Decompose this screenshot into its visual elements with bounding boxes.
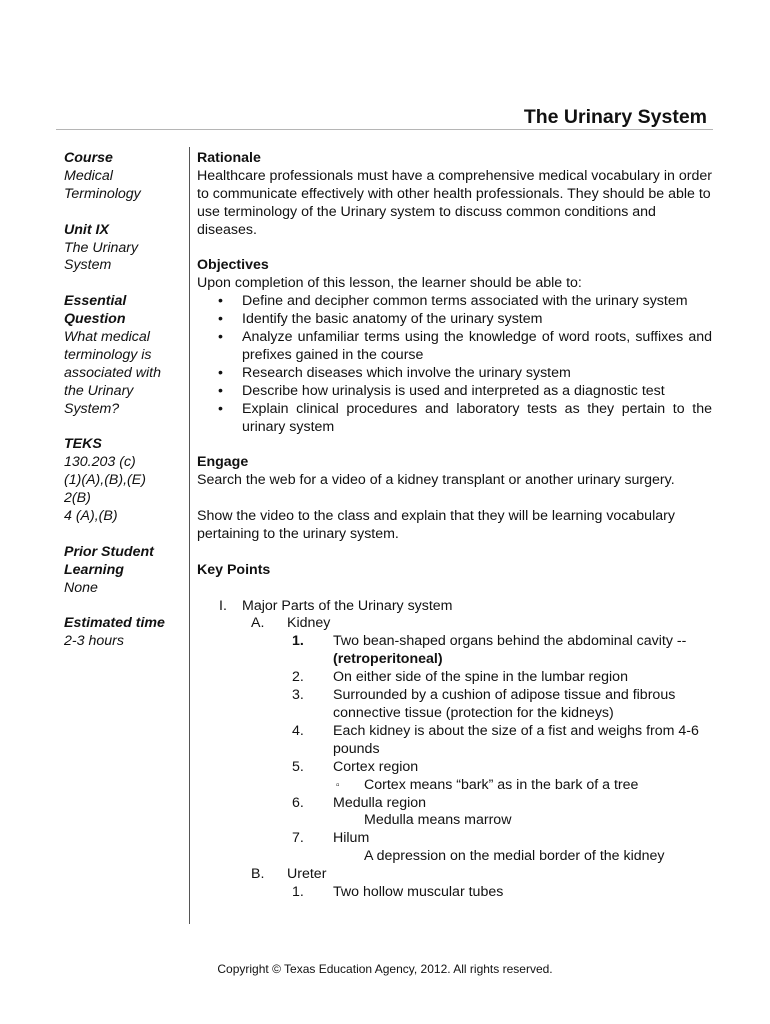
objectives-intro: Upon completion of this lesson, the learner should be able to: — [197, 275, 582, 292]
teks-block — [64, 436, 184, 526]
teks-line: (1)(A),(B),(E) — [64, 472, 146, 489]
lesson-sidebar — [64, 150, 184, 651]
engage-text: Search the web for a video of a kidney transplant or another urinary surgery. — [197, 472, 675, 489]
lesson-main — [197, 150, 712, 902]
essential-question-line: What medical — [64, 329, 150, 346]
teks-line: 2(B) — [64, 490, 91, 507]
column-divider — [189, 147, 190, 924]
title-divider — [56, 129, 713, 130]
outline-item: I. Major Parts of the Urinary system — [219, 597, 453, 614]
bullet-icon: • — [218, 364, 223, 381]
rationale-text: Healthcare professionals must have a comprehensive medical vocabulary in order to communicate effectively with other health professionals. They should be able to use terminology of the Urinary system to discuss common conditions and diseases. — [197, 167, 712, 238]
objective-item: • Describe how urinalysis is used and interpreted as a diagnostic test — [218, 382, 665, 399]
course-block — [64, 150, 184, 204]
outline-subitem: ▫ Cortex means “bark” as in the bark of a tree — [336, 776, 639, 793]
outline-item: 2. On either side of the spine in the lumbar region — [292, 669, 628, 686]
prior-learning-block — [64, 544, 184, 598]
prior-learning-label: Learning — [64, 561, 124, 578]
rationale-heading: Rationale — [197, 150, 261, 166]
essential-question-line: the Urinary — [64, 382, 134, 399]
unit-value-line: System — [64, 257, 112, 274]
objective-item: • Explain clinical procedures and laboratory tests as they pertain to the urinary system — [218, 400, 712, 435]
unit-label: Unit IX — [64, 221, 109, 238]
unit-value-line: The Urinary — [64, 239, 139, 256]
objective-item: • Research diseases which involve the urinary system — [218, 364, 571, 381]
key-points-heading: Key Points — [197, 561, 271, 578]
teks-line: 130.203 (c) — [64, 454, 136, 471]
bullet-icon: • — [218, 382, 223, 399]
outline-item: 7. Hilum — [292, 830, 370, 847]
objective-item: • Define and decipher common terms associated with the urinary system — [218, 293, 688, 310]
prior-learning-value: None — [64, 579, 98, 596]
objective-item: • Identify the basic anatomy of the urinary system — [218, 311, 543, 328]
essential-question-line: associated with — [64, 364, 161, 381]
essential-question-line: System? — [64, 400, 120, 417]
estimated-time-value: 2-3 hours — [64, 633, 124, 650]
engage-text: Show the video to the class and explain that they will be learning vocabulary pertaining to the urinary system. — [197, 508, 675, 542]
outline-item: 1. Two bean-shaped organs behind the abdominal cavity -- (retroperitoneal) — [292, 633, 687, 668]
square-bullet-icon: ▫ — [336, 779, 340, 791]
bullet-icon: • — [218, 400, 223, 417]
course-value-line: Medical — [64, 167, 113, 184]
outline-item: 6. Medulla region — [292, 794, 427, 811]
bullet-icon: • — [218, 311, 223, 328]
outline-item: A. Kidney — [251, 615, 331, 632]
outline-item: 1. Two hollow muscular tubes — [292, 884, 504, 901]
copyright-footer: Copyright © Texas Education Agency, 2012. All rights reserved. — [217, 962, 553, 976]
outline-subitem: Medulla means marrow — [364, 812, 512, 829]
objectives-heading: Objectives — [197, 257, 269, 274]
estimated-time-block — [64, 615, 184, 651]
teks-line: 4 (A),(B) — [64, 508, 118, 525]
unit-block — [64, 222, 184, 276]
page-title: The Urinary System — [523, 106, 707, 128]
outline-subitem: A depression on the medial border of the kidney — [364, 848, 665, 865]
bullet-icon: • — [218, 293, 223, 310]
essential-question-label: Essential — [64, 293, 127, 310]
bullet-icon: • — [218, 329, 223, 346]
prior-learning-label: Prior Student — [64, 543, 154, 560]
objective-item: • Analyze unfamiliar terms using the knowledge of word roots, suffixes and prefixes gained in the course — [218, 329, 712, 363]
objectives-list — [197, 293, 712, 436]
estimated-time-label: Estimated time — [64, 615, 165, 632]
teks-label: TEKS — [64, 436, 102, 453]
essential-question-block — [64, 293, 184, 418]
outline-item: 5. Cortex region — [292, 758, 419, 775]
engage-heading: Engage — [197, 454, 249, 471]
course-label: Course — [64, 150, 113, 166]
outline-item: 3. Surrounded by a cushion of adipose tissue and fibrous connective tissue (protection for the kidneys) — [292, 687, 676, 722]
outline-item: B. Ureter — [251, 866, 327, 883]
essential-question-label: Question — [64, 311, 126, 328]
course-value-line: Terminology — [64, 185, 141, 202]
outline-item: 4. Each kidney is about the size of a fist and weighs from 4-6 pounds — [292, 722, 699, 757]
essential-question-line: terminology is — [64, 346, 152, 363]
